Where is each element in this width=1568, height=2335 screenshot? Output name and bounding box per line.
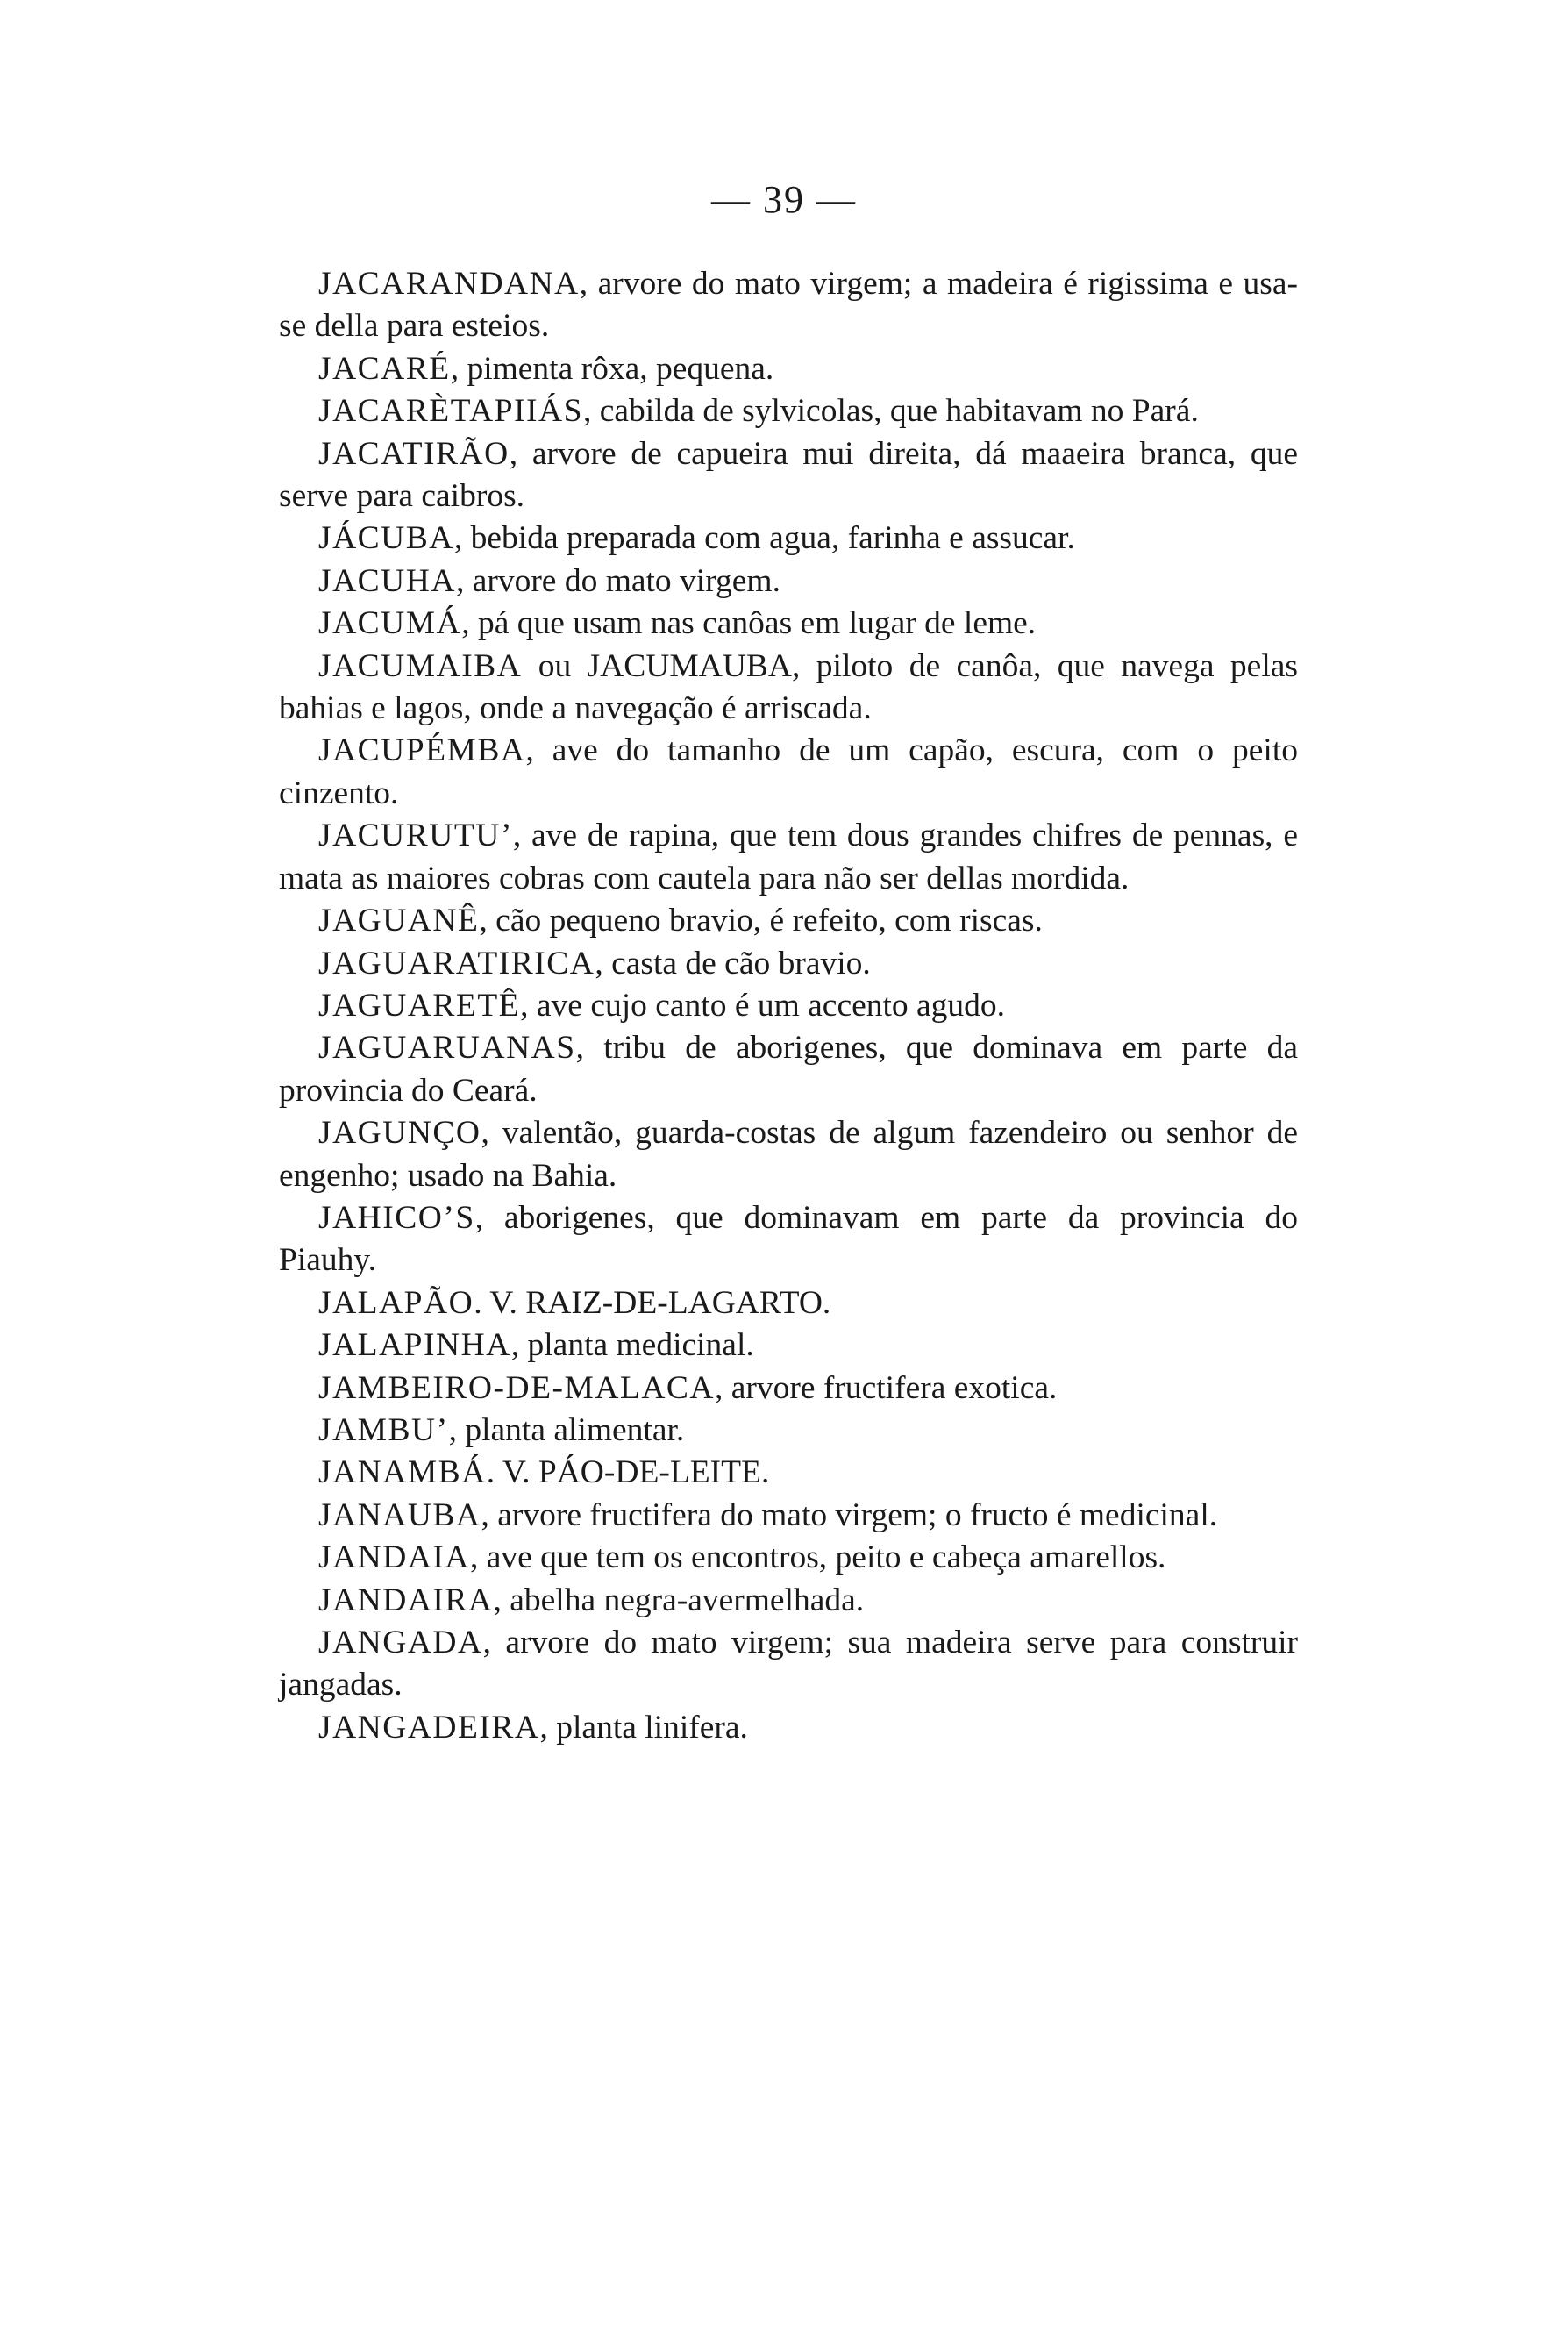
entry-definition: , bebida preparada com agua, farinha e assucar.	[453, 520, 1075, 557]
glossary-entry	[279, 1367, 1298, 1410]
entry-definition: , arvore fructifera exotica.	[715, 1369, 1058, 1406]
glossary-entry	[279, 433, 1298, 518]
entry-headword: JANDAIRA	[318, 1582, 494, 1618]
entry-headword: JAMBU’	[318, 1411, 449, 1448]
entry-definition: ou JACUMAUBA, piloto de canôa, que navega pelas bahias e lagos, onde a navegação é arriscada.	[279, 647, 1298, 727]
entry-definition: , abelha negra-avermelhada.	[493, 1582, 865, 1618]
entry-headword: JACUMAIBA	[318, 647, 523, 684]
entry-headword: JACARANDANA	[318, 266, 580, 302]
entry-headword: JACARÈTAPIIÁS	[318, 393, 583, 430]
entry-headword: JACURUTU’	[318, 818, 513, 854]
glossary-entry	[279, 815, 1298, 900]
glossary-entries	[279, 263, 1298, 1749]
glossary-entry	[279, 1027, 1298, 1112]
entry-headword: JALAPINHA	[318, 1327, 511, 1364]
glossary-entry	[279, 985, 1298, 1027]
glossary-entry	[279, 943, 1298, 985]
glossary-entry	[279, 1537, 1298, 1579]
entry-definition: , planta alimentar.	[448, 1411, 685, 1448]
glossary-entry	[279, 263, 1298, 348]
glossary-entry	[279, 1197, 1298, 1282]
entry-definition: , tribu de aborigenes, que dominava em parte da provincia do Ceará.	[279, 1030, 1298, 1109]
glossary-entry	[279, 1452, 1298, 1494]
glossary-entry	[279, 646, 1298, 731]
glossary-entry	[279, 1580, 1298, 1622]
entry-definition: , planta medicinal.	[510, 1327, 754, 1364]
entry-definition: , aborigenes, que dominavam em parte da provincia do Piauhy.	[279, 1199, 1298, 1279]
glossary-entry	[279, 518, 1298, 560]
entry-headword: JACUMÁ	[318, 605, 462, 642]
glossary-entry	[279, 1325, 1298, 1367]
entry-definition: , valentão, guarda-costas de algum fazendeiro ou senhor de engenho; usado na Bahia.	[279, 1115, 1298, 1194]
page-number: — 39 —	[711, 178, 857, 221]
entry-definition: , arvore do mato virgem; a madeira é rigissima e usa-se della para esteios.	[279, 266, 1298, 345]
entry-headword: JANGADEIRA	[318, 1709, 540, 1746]
entry-headword: JANDAIA	[318, 1539, 470, 1576]
entry-definition: , cão pequeno bravio, é refeito, com riscas.	[479, 903, 1043, 939]
entry-definition: , ave de rapina, que tem dous grandes chifres de pennas, e mata as maiores cobras com cautela para não ser dellas mordida.	[279, 818, 1298, 896]
entry-definition: , pá que usam nas canôas em lugar de leme.	[461, 605, 1037, 642]
entry-definition: , ave cujo canto é um accento agudo.	[520, 987, 1006, 1024]
entry-headword: JAGUARATIRICA	[318, 945, 595, 982]
entry-definition: . V. PÁO-DE-LEITE.	[486, 1454, 770, 1491]
entry-headword: JACATIRÃO	[318, 435, 510, 472]
entry-headword: JAGUARUANAS	[318, 1030, 576, 1067]
entry-headword: JALAPÃO	[318, 1284, 474, 1321]
entry-headword: JAHICO’S	[318, 1199, 475, 1236]
glossary-entry	[279, 1410, 1298, 1452]
glossary-entry	[279, 900, 1298, 942]
entry-definition: , ave do tamanho de um capão, escura, com o peito cinzento.	[279, 732, 1298, 811]
glossary-entry	[279, 390, 1298, 432]
entry-definition: , arvore fructifera do mato virgem; o fructo é medicinal.	[481, 1496, 1218, 1533]
entry-headword: JAMBEIRO-DE-MALACA	[318, 1369, 715, 1406]
entry-headword: JANAMBÁ	[318, 1454, 487, 1491]
entry-definition: , cabilda de sylvicolas, que habitavam no Pará.	[582, 393, 1199, 430]
entry-definition: , pimenta rôxa, pequena.	[450, 350, 774, 387]
entry-definition: , planta linifera.	[539, 1709, 748, 1746]
entry-headword: JANAUBA	[318, 1496, 481, 1533]
glossary-entry	[279, 1707, 1298, 1749]
entry-headword: JACARÉ	[318, 350, 451, 387]
glossary-entry	[279, 1112, 1298, 1197]
entry-headword: JANGADA	[318, 1625, 483, 1660]
entry-definition: . V. RAIZ-DE-LAGARTO.	[474, 1284, 831, 1321]
entry-headword: JACUPÉMBA	[318, 732, 526, 769]
glossary-entry	[279, 1622, 1298, 1707]
entry-definition: , casta de cão bravio.	[595, 945, 871, 982]
glossary-entry	[279, 730, 1298, 815]
entry-definition: , arvore do mato virgem.	[455, 562, 780, 599]
entry-headword: JACUHA	[318, 562, 456, 599]
glossary-entry	[279, 348, 1298, 390]
entry-definition: , arvore de capueira mui direita, dá maaeira branca, que serve para caibros.	[279, 435, 1298, 515]
entry-headword: JAGUANÊ	[318, 903, 480, 939]
entry-headword: JAGUNÇO	[318, 1115, 481, 1152]
entry-definition: , ave que tem os encontros, peito e cabeça amarellos.	[470, 1539, 1166, 1576]
glossary-entry	[279, 1282, 1298, 1325]
entry-definition: , arvore do mato virgem; sua madeira serve para construir jangadas.	[279, 1625, 1298, 1703]
glossary-entry	[279, 1495, 1298, 1537]
entry-headword: JÁCUBA	[318, 520, 454, 557]
entry-headword: JAGUARETÊ	[318, 987, 521, 1024]
glossary-entry	[279, 603, 1298, 645]
glossary-entry	[279, 561, 1298, 603]
